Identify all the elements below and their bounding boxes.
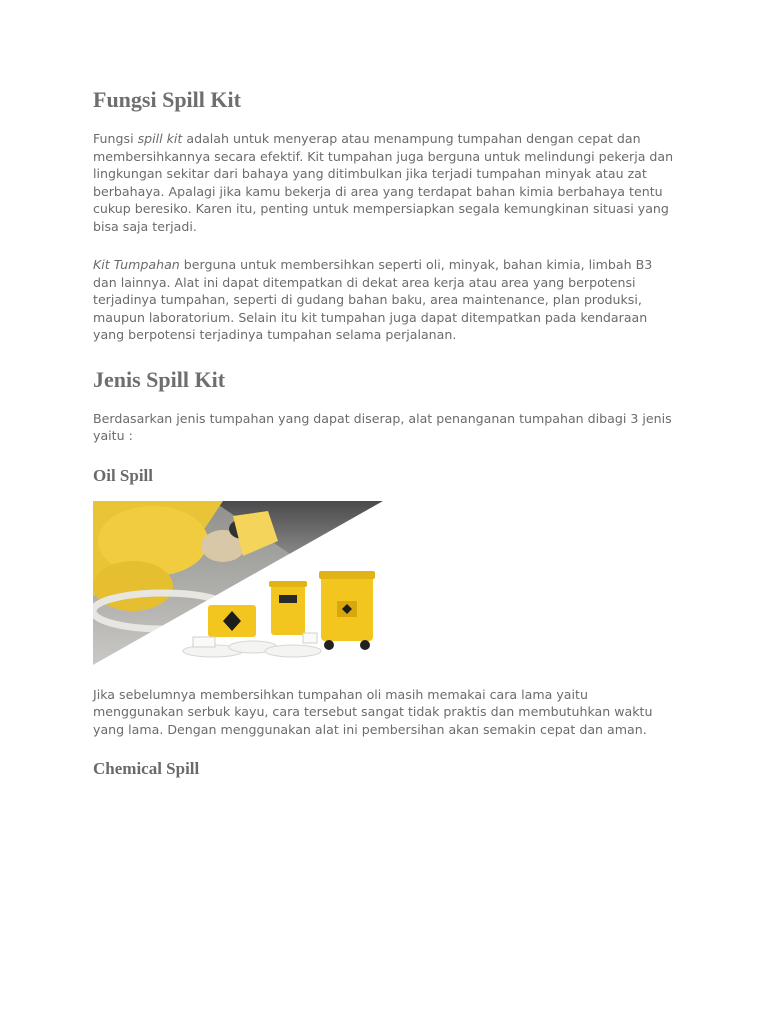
heading-jenis-spill-kit: Jenis Spill Kit bbox=[93, 366, 226, 392]
paragraph-kit-tumpahan-italic: Kit Tumpahan bbox=[93, 257, 180, 272]
heading-fungsi-spill-kit: Fungsi Spill Kit bbox=[93, 87, 241, 112]
heading-oil-spill: Oil Spill bbox=[93, 465, 153, 485]
oil-spill-kit-photo bbox=[93, 501, 383, 665]
paragraph-kit-tumpahan bbox=[93, 256, 678, 344]
paragraph-fungsi-lead: Fungsi bbox=[93, 131, 138, 146]
article-body bbox=[93, 86, 678, 780]
oil-spill-kit-illustration bbox=[93, 501, 383, 665]
paragraph-fungsi-italic: spill kit bbox=[137, 131, 183, 146]
paragraph-kit-tumpahan-rest: berguna untuk membersihkan seperti oli, minyak, bahan kimia, limbah B3 dan lainnya. Alat ini dapat ditempatkan di dekat area kerja atau area yang berpotensi terjadinya tumpahan, seperti di gudang bahan baku, area maintenance, plan produksi, maupun laboratorium. Selain itu kit tumpahan juga dapat ditempatkan pada kendaraan yang berpotensi terjadinya tumpahan selama perjalanan. bbox=[93, 257, 653, 342]
paragraph-jenis-intro: Berdasarkan jenis tumpahan yang dapat diserap, alat penanganan tumpahan dibagi 3 jenis yaitu : bbox=[93, 410, 672, 443]
heading-chemical-spill: Chemical Spill bbox=[93, 759, 200, 778]
paragraph-oil-spill: Jika sebelumnya membersihkan tumpahan oli masih memakai cara lama yaitu menggunakan serbuk kayu, cara tersebut sangat tidak praktis dan membutuhkan waktu yang lama. Dengan menggunakan alat ini pembersihan akan semakin cepat dan aman. bbox=[93, 686, 653, 737]
paragraph-fungsi bbox=[93, 130, 678, 235]
paragraph-fungsi-rest: adalah untuk menyerap atau menampung tumpahan dengan cepat dan membersihkannya secara efektif. Kit tumpahan juga berguna untuk melindungi pekerja dan lingkungan sekitar dari bahaya yang ditimbulkan jika terjadi tumpahan minyak atau zat berbahaya. Apalagi jika kamu bekerja di area yang terdapat bahan kimia berbahaya tentu cukup beresiko. Karen itu, penting untuk mempersiapkan segala kemungkinan situasi yang bisa saja terjadi. bbox=[93, 131, 674, 234]
